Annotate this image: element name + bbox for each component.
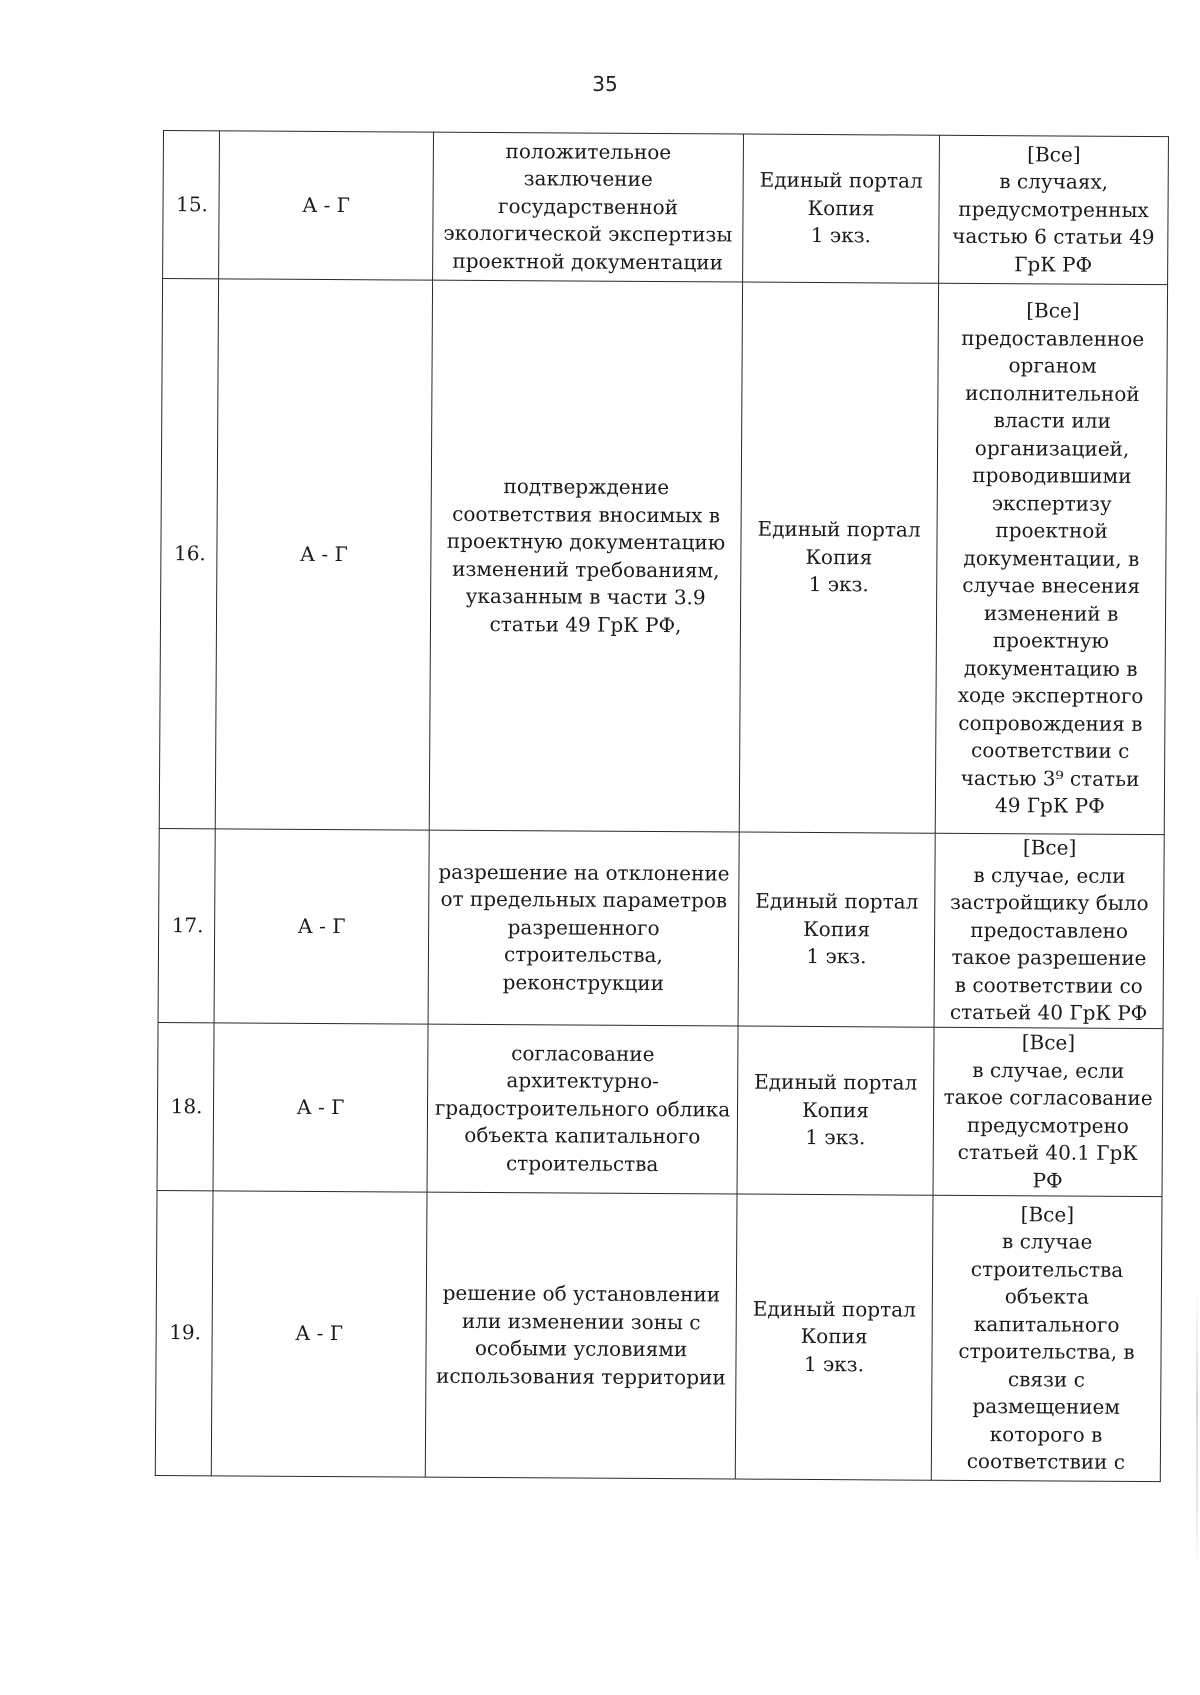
document-condition-line: статьей 40.1 ГрК bbox=[957, 1139, 1138, 1165]
document-name bbox=[427, 1024, 738, 1194]
document-name-line: особыми условиями bbox=[474, 1335, 688, 1362]
document-condition bbox=[934, 833, 1164, 1028]
document-name-line: архитектурно- bbox=[506, 1068, 660, 1094]
row-category: А - Г bbox=[213, 1023, 428, 1192]
document-condition-line: в случае, если bbox=[972, 1057, 1125, 1083]
document-source-line: Единый портал bbox=[755, 888, 919, 914]
document-condition-line: ходе экспертного bbox=[957, 683, 1144, 709]
document-name-line: от предельных параметров bbox=[440, 886, 728, 913]
document-condition-line: власти или bbox=[993, 408, 1111, 434]
document-source-line: 1 экз. bbox=[805, 1125, 866, 1150]
document-condition-line: ГрК РФ bbox=[1014, 251, 1093, 277]
document-name-line: разрешенного bbox=[507, 914, 660, 940]
document-condition-line: 49 ГрК РФ bbox=[994, 793, 1105, 819]
document-name-line: указанным в части 3.9 bbox=[465, 583, 706, 610]
document-name-line: государственной bbox=[498, 193, 679, 219]
document-condition-line: в соответствии со bbox=[954, 972, 1143, 998]
document-name bbox=[428, 830, 739, 1026]
document-condition-line: исполнительной bbox=[965, 380, 1140, 406]
document-condition-line: в случае, если bbox=[973, 862, 1126, 888]
document-condition-line: документации, в bbox=[963, 545, 1140, 571]
document-name-line: согласование bbox=[511, 1040, 655, 1066]
document-name-line: проектную документацию bbox=[446, 528, 726, 555]
document-condition-line: соответствии с bbox=[966, 1448, 1126, 1474]
table-row bbox=[163, 131, 1169, 285]
document-condition bbox=[933, 1027, 1163, 1196]
document-condition-line: строительства bbox=[970, 1256, 1124, 1282]
document-condition-line: статьей 40 ГрК РФ bbox=[949, 1000, 1148, 1026]
document-name-line: использования территории bbox=[435, 1363, 726, 1389]
document-condition-line: в случаях, bbox=[999, 169, 1109, 195]
document-condition-line: в случае bbox=[1002, 1229, 1093, 1254]
document-condition bbox=[935, 283, 1167, 834]
document-condition-line: такое согласование bbox=[943, 1084, 1153, 1111]
page-number: 35 bbox=[592, 72, 618, 96]
document-source-line: Копия bbox=[805, 544, 873, 570]
row-category: А - Г bbox=[215, 279, 432, 830]
table-row bbox=[157, 1022, 1163, 1196]
document-name-line: объекта капитального bbox=[464, 1123, 701, 1149]
document-source bbox=[739, 282, 938, 833]
document-condition-line: изменений в bbox=[983, 600, 1119, 626]
document-source bbox=[743, 134, 940, 283]
document-condition-line: строительства, в bbox=[958, 1338, 1135, 1364]
document-condition-line: экспертизу bbox=[991, 490, 1112, 516]
document-name-line: реконструкции bbox=[502, 969, 665, 995]
document-name-line: проектной документации bbox=[452, 248, 724, 275]
document-condition-line: предоставленное bbox=[961, 325, 1145, 351]
document-condition-line: объекта bbox=[1004, 1284, 1090, 1309]
document-condition-line: сопровождения в bbox=[958, 710, 1143, 736]
document-condition-line: организацией, bbox=[974, 435, 1130, 461]
document-condition-line: предусмотренных bbox=[958, 196, 1149, 222]
condition-tag: [Все] bbox=[1022, 835, 1077, 860]
document-condition-line: предоставлено bbox=[970, 917, 1129, 943]
document-condition-line: связи с bbox=[1007, 1366, 1085, 1392]
row-number: 15. bbox=[163, 131, 220, 279]
row-number: 17. bbox=[158, 828, 215, 1022]
condition-tag: [Все] bbox=[1027, 142, 1081, 167]
document-condition-line: РФ bbox=[1032, 1167, 1063, 1193]
document-condition bbox=[939, 135, 1169, 284]
document-source-line: Единый портал bbox=[759, 167, 923, 193]
document-condition-line: предусмотрено bbox=[966, 1112, 1129, 1138]
document-condition-line: проектной bbox=[995, 518, 1108, 544]
row-number: 19. bbox=[155, 1190, 213, 1475]
scan-edge-artifact bbox=[1196, 1288, 1198, 1568]
document-condition-line: капитального bbox=[973, 1311, 1120, 1337]
document-source-line: Копия bbox=[803, 916, 871, 942]
row-category: А - Г bbox=[211, 1191, 427, 1477]
document-name-line: строительства, bbox=[504, 942, 663, 968]
document-source-line: Единый портал bbox=[757, 516, 921, 542]
document-condition-line: такое разрешение bbox=[951, 945, 1147, 971]
row-category: А - Г bbox=[219, 131, 434, 280]
document-source-line: 1 экз. bbox=[810, 223, 871, 248]
row-number: 18. bbox=[157, 1022, 214, 1190]
document-name-line: градостроительного облика bbox=[434, 1095, 731, 1122]
document-name-line: строительства bbox=[505, 1150, 659, 1176]
document-name-line: соответствия вносимых в bbox=[452, 501, 721, 527]
document-source-line: 1 экз. bbox=[803, 1351, 865, 1377]
document-source-line: 1 экз. bbox=[806, 944, 867, 969]
document-condition-line: проектную bbox=[992, 628, 1110, 654]
document-condition-line: частью 6 статьи 49 bbox=[952, 224, 1155, 250]
document-name-line: экологической экспертизы bbox=[443, 220, 733, 247]
condition-tag: [Все] bbox=[1021, 1030, 1076, 1055]
document-condition-line: документацию в bbox=[963, 655, 1138, 681]
document-name bbox=[429, 280, 742, 832]
table-row bbox=[159, 279, 1167, 835]
document-condition-line: органом bbox=[1008, 353, 1097, 378]
document-source bbox=[735, 1194, 933, 1480]
document-name-line: или изменении зоны с bbox=[461, 1308, 701, 1334]
row-number: 16. bbox=[159, 279, 218, 829]
document-condition-line: соответствии с bbox=[971, 738, 1130, 764]
document-name-line: положительное заключение bbox=[505, 138, 672, 192]
document-name-line: решение об установлении bbox=[442, 1280, 721, 1307]
document-condition bbox=[931, 1195, 1162, 1481]
documents-table bbox=[155, 130, 1169, 1482]
condition-tag: [Все] bbox=[1020, 1201, 1075, 1227]
document-condition-line: которого в bbox=[989, 1421, 1103, 1447]
document-name-line: изменений требованиям, bbox=[452, 556, 720, 582]
document-source-line: Копия bbox=[800, 1324, 868, 1349]
document-condition-line: размещением bbox=[972, 1393, 1121, 1419]
condition-tag: [Все] bbox=[1026, 298, 1080, 323]
document-name-line: подтверждение bbox=[503, 474, 670, 500]
document-name-line: статьи 49 ГрК РФ, bbox=[489, 611, 682, 637]
document-condition-line: случае внесения bbox=[962, 573, 1141, 599]
document-name bbox=[433, 132, 744, 282]
table-row bbox=[158, 828, 1164, 1028]
document-name-line: разрешение на отклонение bbox=[438, 859, 730, 886]
document-source-line: 1 экз. bbox=[808, 572, 869, 597]
document-condition-line: застройщику было bbox=[949, 890, 1149, 916]
document-source-line: Единый портал bbox=[752, 1296, 916, 1322]
document-source-line: Копия bbox=[807, 195, 875, 221]
document-condition-line: частью 3⁹ статьи bbox=[960, 765, 1140, 791]
document-source bbox=[737, 1026, 934, 1195]
table-row bbox=[155, 1190, 1162, 1481]
document-name bbox=[425, 1192, 737, 1479]
document-source-line: Копия bbox=[802, 1097, 869, 1123]
document-source-line: Единый портал bbox=[754, 1069, 918, 1095]
row-category: А - Г bbox=[214, 829, 429, 1024]
document-source bbox=[738, 832, 935, 1027]
document-condition-line: проводившими bbox=[972, 463, 1132, 489]
